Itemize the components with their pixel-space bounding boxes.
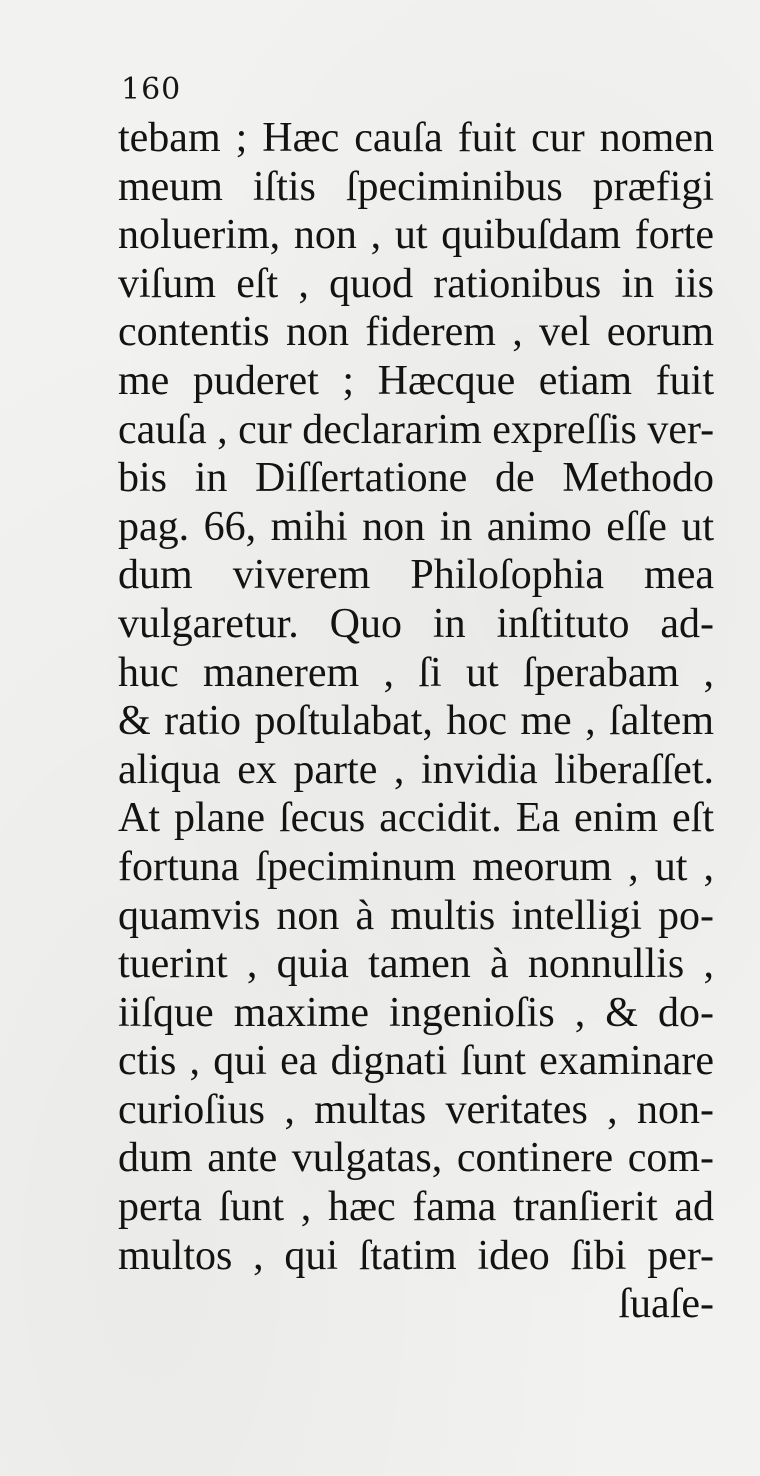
body-text [118, 114, 714, 1329]
text-line: quamvis non à multis intelligi po- [118, 892, 714, 939]
text-line: & ratio poſtulabat, hoc me , ſaltem [118, 698, 714, 745]
text-line: viſum eſt , quod rationibus in iis [118, 260, 714, 307]
text-line: huc manerem , ſi ut ſperabam , [118, 649, 714, 696]
text-line: vulgaretur. Quo in inſtituto ad- [118, 600, 714, 647]
text-line: tebam ; Hæc cauſa fuit cur nomen [118, 115, 714, 161]
text-line: cauſa , cur declararim expreſſis ver- [118, 406, 714, 453]
text-line: dum viverem Philoſophia mea [118, 552, 714, 599]
page-number: 160 [121, 72, 182, 107]
text-line: me puderet ; Hæcque etiam fuit [118, 357, 714, 404]
text-line: dum ante vulgatas, continere com- [118, 1135, 714, 1182]
text-line: tuerint , quia tamen à nonnullis , [118, 941, 714, 988]
text-line: At plane ſecus accidit. Ea enim eſt [118, 795, 714, 842]
text-line: iiſque maxime ingenioſis , & do- [118, 989, 714, 1036]
text-line: fortuna ſpeciminum meorum , ut , [118, 843, 714, 890]
text-line: meum iſtis ſpeciminibus præfigi [118, 163, 714, 210]
text-line: multos , qui ſtatim ideo ſibi per- [118, 1232, 714, 1279]
text-line: aliqua ex parte , invidia liberaſſet. [118, 746, 714, 793]
text-line: perta ſunt , hæc fama tranſierit ad [118, 1184, 714, 1231]
catchword: ſuaſe- [618, 1281, 714, 1328]
text-line: noluerim, non , ut quibuſdam forte [118, 212, 714, 259]
text-line: curioſius , multas veritates , non- [118, 1086, 714, 1133]
text-line: pag. 66, mihi non in animo eſſe ut [118, 503, 714, 550]
text-line: ctis , qui ea dignati ſunt examinare [118, 1038, 714, 1085]
text-line: bis in Diſſertatione de Methodo [118, 455, 714, 502]
text-line: contentis non fiderem , vel eorum [118, 309, 714, 356]
